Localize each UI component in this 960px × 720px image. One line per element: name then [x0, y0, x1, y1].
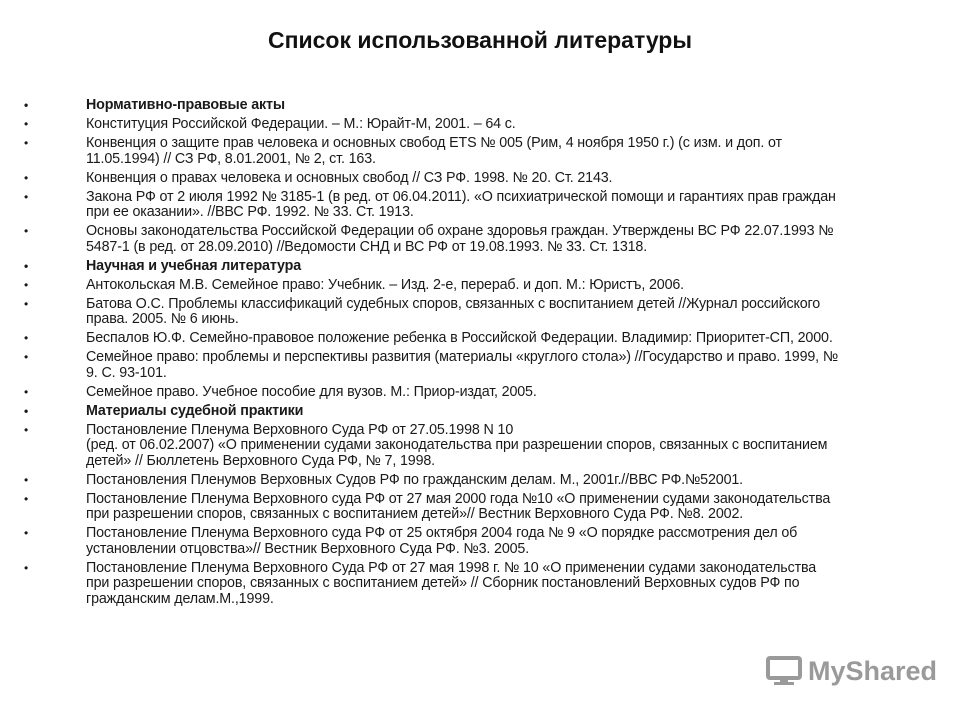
- list-item: [0, 171, 960, 187]
- item-text: Материалы судебной практики: [86, 402, 304, 419]
- bullet-icon: •: [24, 491, 29, 506]
- list-item: [0, 331, 960, 347]
- bullet-icon: •: [24, 384, 29, 399]
- list-item: [0, 526, 960, 557]
- item-text: Конвенция о защите прав человека и основных свобод ETS № 005 (Рим, 4 ноября 1950 г.) (с изм. и доп. от 11.05.1994) // СЗ РФ, 8.01.2001, № 2, ст. 163.: [86, 135, 782, 167]
- bullet-icon: •: [24, 331, 29, 345]
- section-heading: [0, 404, 960, 420]
- bullet-icon: •: [24, 403, 29, 418]
- bullet-icon: •: [24, 224, 29, 238]
- section-heading: [0, 259, 960, 275]
- bullet-icon: •: [24, 472, 29, 487]
- bullet-icon: •: [24, 560, 29, 575]
- bullet-icon: •: [24, 258, 29, 273]
- item-text: Постановление Пленума Верховного суда РФ от 27 мая 2000 года №10 «О применении судами законодательства при разрешении споров, связанных с воспитанием детей»// Вестник Верховного Суда РФ. №8. 2002.: [86, 490, 831, 522]
- bullet-icon: •: [24, 350, 29, 364]
- bullet-icon: •: [24, 422, 29, 437]
- list-item: [0, 473, 960, 489]
- list-item: [0, 385, 960, 401]
- list-item: [0, 117, 960, 133]
- watermark-text: MyShared: [808, 655, 938, 686]
- item-text: Конституция Российской Федерации. – М.: Юрайт-М, 2001. – 64 с.: [86, 116, 516, 132]
- item-text: Постановления Пленумов Верховных Судов РФ по гражданским делам. М., 2001г.//ВВС РФ.№52001.: [86, 471, 744, 488]
- item-text: Основы законодательства Российской Федерации об охране здоровья граждан. Утверждены ВС РФ 22.07.1993 № 5487-1 (в ред. от 28.09.2010) //Ведомости СНД и ВС РФ от 19.08.1993. № 33. Ст. 1318.: [86, 223, 834, 255]
- list-item: [0, 297, 960, 328]
- bullet-icon: •: [24, 170, 29, 185]
- bullet-icon: •: [24, 98, 29, 112]
- bibliography-list: [0, 98, 960, 611]
- bullet-icon: •: [24, 189, 29, 204]
- section-heading: [0, 98, 960, 114]
- list-item: [0, 561, 960, 608]
- item-text: Постановление Пленума Верховного суда РФ от 25 октября 2004 года № 9 «О порядке рассмотрения дел об установлении отцовства»// Вестник Верховного Суда РФ. №3. 2005.: [86, 525, 798, 557]
- presentation-screen-icon: [766, 655, 802, 687]
- list-item: [0, 190, 960, 221]
- item-text: Постановление Пленума Верховного Суда РФ от 27 мая 1998 г. № 10 «О применении судами законодательства при разрешении споров, связанных с воспитанием детей» // Сборник постановлений Верховных судов РФ по гражданским делам.М.,1999.: [86, 559, 817, 607]
- page-title: Список использованной литературы: [268, 27, 692, 54]
- list-item: [0, 423, 960, 470]
- item-text: Закона РФ от 2 июля 1992 № 3185-1 (в ред. от 06.04.2011). «О психиатрической помощи и гарантиях прав граждан при ее оказании». //ВВС РФ. 1992. № 33. Ст. 1913.: [86, 188, 836, 220]
- list-item: [0, 224, 960, 255]
- bullet-icon: •: [24, 526, 29, 540]
- item-text: Научная и учебная литература: [86, 257, 302, 274]
- item-text: Постановление Пленума Верховного Суда РФ от 27.05.1998 N 10 (ред. от 06.02.2007) «О применении судами законодательства при разрешении споров, связанных с воспитанием детей» // Бюллетень Верховного Суда РФ, № 7, 1998.: [86, 421, 828, 469]
- item-text: Беспалов Ю.Ф. Семейно-правовое положение ребенка в Российской Федерации. Владимир: Приоритет-СП, 2000.: [86, 330, 833, 346]
- item-text: Семейное право: проблемы и перспективы развития (материалы «круглого стола») //Государство и право. 1999, № 9. С. 93-101.: [86, 349, 839, 381]
- list-item: [0, 492, 960, 523]
- bullet-icon: •: [24, 296, 29, 311]
- list-item: [0, 350, 960, 381]
- item-text: Нормативно-правовые акты: [86, 97, 285, 113]
- list-item: [0, 136, 960, 167]
- bullet-icon: •: [24, 277, 29, 292]
- item-text: Антокольская М.В. Семейное право: Учебник. – Изд. 2-е, перераб. и доп. М.: Юристъ, 2006.: [86, 276, 684, 293]
- watermark-logo: [766, 655, 937, 687]
- item-text: Семейное право. Учебное пособие для вузов. М.: Приор-издат, 2005.: [86, 383, 537, 400]
- item-text: Конвенция о правах человека и основных свобод // СЗ РФ. 1998. № 20. Ст. 2143.: [86, 169, 613, 186]
- list-item: [0, 278, 960, 294]
- bullet-icon: •: [24, 136, 29, 150]
- bullet-icon: •: [24, 117, 29, 131]
- item-text: Батова О.С. Проблемы классификаций судебных споров, связанных с воспитанием детей //Журнал российского права. 2005. № 6 июнь.: [86, 295, 821, 327]
